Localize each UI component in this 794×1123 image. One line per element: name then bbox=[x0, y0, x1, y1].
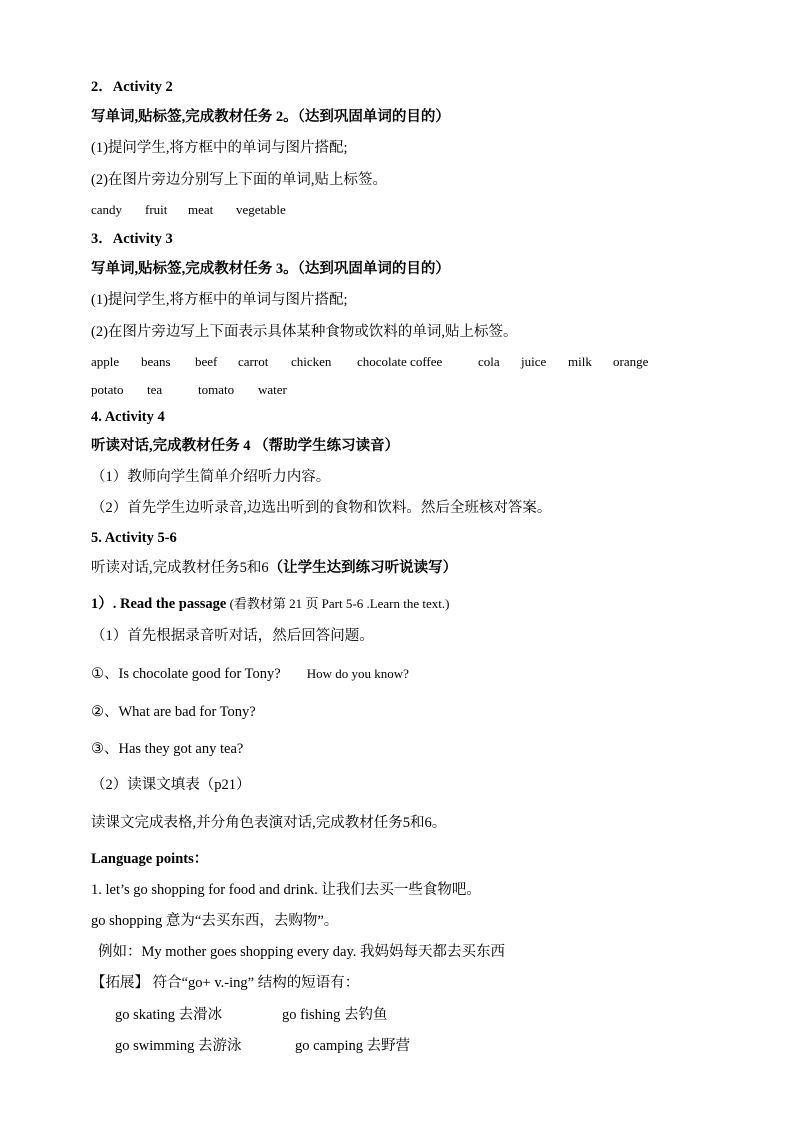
word: chocolate coffee bbox=[357, 354, 443, 369]
question-1 bbox=[91, 664, 409, 684]
word: meat bbox=[188, 202, 214, 217]
word: fruit bbox=[145, 202, 168, 217]
question-3: ③、Has they got any tea? bbox=[91, 741, 244, 757]
language-point-example: 例如：My mother goes shopping every day. 我妈妈每天都去买东西 bbox=[98, 944, 506, 960]
activity-5-heading: 5. Activity 5-6 bbox=[91, 530, 177, 546]
activity-4-heading: 4. Activity 4 bbox=[91, 409, 165, 425]
read-passage-line bbox=[91, 594, 449, 614]
activity-2-heading: 2．Activity 2 bbox=[91, 79, 173, 95]
word: milk bbox=[568, 354, 592, 369]
question-1-text: ①、Is chocolate good for Tony? bbox=[91, 666, 281, 682]
question-2: ②、What are bad for Tony? bbox=[91, 704, 256, 720]
word: chicken bbox=[291, 354, 332, 369]
word: beans bbox=[141, 354, 171, 369]
phrase-go-camping: go camping 去野营 bbox=[295, 1038, 411, 1054]
word: tomato bbox=[198, 382, 235, 397]
word: candy bbox=[91, 202, 123, 217]
activity-5-step-2: （2）读课文填表（p21） bbox=[91, 777, 251, 793]
word: carrot bbox=[238, 354, 269, 369]
activity-2-step-1: (1)提问学生,将方框中的单词与图片搭配; bbox=[91, 140, 348, 156]
word: water bbox=[258, 382, 287, 397]
activity-2-step-2: (2)在图片旁边分别写上下面的单词,贴上标签。 bbox=[91, 172, 388, 188]
question-1-followup: How do you know? bbox=[306, 666, 409, 681]
language-point-1: 1. let’s go shopping for food and drink. 让我们去买一些食物吧。 bbox=[91, 882, 481, 898]
word: cola bbox=[478, 354, 500, 369]
activity-5-step-3: 读课文完成表格,并分角色表演对话,完成教材任务5和6。 bbox=[91, 815, 447, 831]
activity-3-heading: 3．Activity 3 bbox=[91, 231, 173, 247]
language-points-heading: Language points： bbox=[91, 851, 209, 867]
activity-5-task-goal: （让学生达到练习听说读写） bbox=[268, 560, 458, 576]
read-passage-reference: (看教材第 21 页 Part 5-6 .Learn the text.) bbox=[226, 596, 450, 611]
activity-3-step-2: (2)在图片旁边写上下面表示具体某种食物或饮料的单词,贴上标签。 bbox=[91, 324, 518, 340]
activity-2-task: 写单词,贴标签,完成教材任务 2。（达到巩固单词的目的） bbox=[91, 109, 450, 125]
word: vegetable bbox=[236, 202, 286, 217]
word: orange bbox=[613, 354, 649, 369]
phrase-go-fishing: go fishing 去钓鱼 bbox=[282, 1007, 388, 1023]
read-passage-title: 1）. Read the passage bbox=[91, 596, 227, 612]
word: potato bbox=[91, 382, 124, 397]
phrase-go-skating: go skating 去滑冰 bbox=[115, 1007, 223, 1023]
activity-5-task bbox=[91, 558, 457, 578]
activity-5-step-1: （1）首先根据录音听对话，然后回答问题。 bbox=[91, 628, 374, 644]
word: juice bbox=[521, 354, 547, 369]
phrase-go-swimming: go swimming 去游泳 bbox=[115, 1038, 242, 1054]
word: tea bbox=[147, 382, 163, 397]
word: apple bbox=[91, 354, 120, 369]
activity-3-step-1: (1)提问学生,将方框中的单词与图片搭配; bbox=[91, 292, 348, 308]
activity-4-step-2: （2）首先学生边听录音,边选出听到的食物和饮料。然后全班核对答案。 bbox=[91, 500, 552, 516]
activity-4-task: 听读对话,完成教材任务 4 （帮助学生练习读音） bbox=[91, 438, 400, 454]
activity-5-task-text: 听读对话,完成教材任务5和6 bbox=[91, 560, 269, 576]
activity-4-step-1: （1）教师向学生简单介绍听力内容。 bbox=[91, 469, 331, 485]
language-point-definition: go shopping 意为“去买东西，去购物”。 bbox=[91, 913, 339, 929]
activity-3-task: 写单词,贴标签,完成教材任务 3。（达到巩固单词的目的） bbox=[91, 261, 450, 277]
language-point-extension: 【拓展】 符合“go+ v.-ing” 结构的短语有： bbox=[91, 975, 360, 991]
word: beef bbox=[195, 354, 218, 369]
